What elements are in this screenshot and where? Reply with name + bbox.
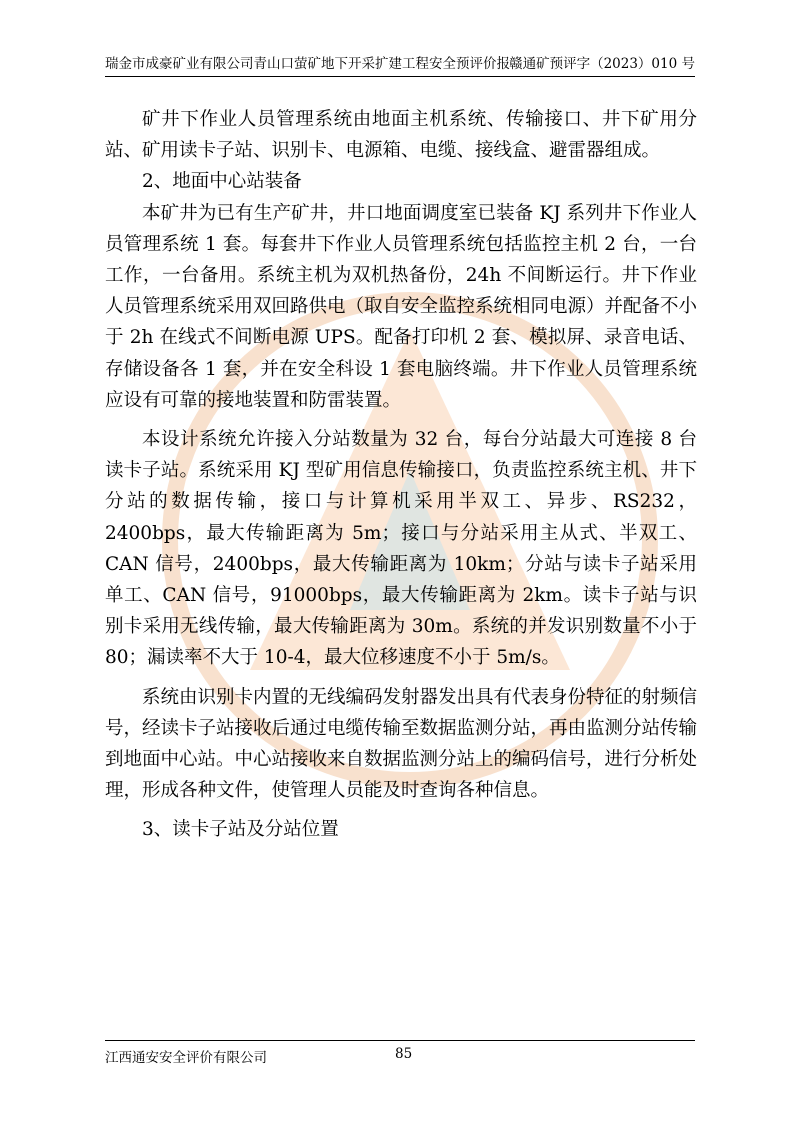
section-heading-ground-station: 2、地面中心站装备 — [142, 171, 302, 193]
paragraph-signal-flow: 系统由识别卡内置的无线编码发射器发出具有代表身份特征的射频信号，经读卡子站接收后通过电缆传输至数据监测分站，再由监测分站传输到地面中心站。中心站接收来自数据监测分站上的编码信号，进行分析处理，形成各种文件，使管理人员能及时查询各种信息。 — [105, 686, 698, 802]
paragraph-ground-station: 本矿井为已有生产矿井，井口地面调度室已装备 KJ 系列井下作业人员管理系统 1 套。每套井下作业人员管理系统包括监控主机 2 台，一台工作，一台备用。系统主机为双机热备份，24h 不间断运行。井下作业人员管理系统采用双回路供电（取自安全监控系统相同电源）并配备不小于 2h 在线式不间断电源 UPS。配备打印机 2 套、模拟屏、录音电话、存储设备各 1 套，并在安全科设 1 套电脑终端。井下作业人员管理系统应设有可靠的接地装置和防雷装置。 — [105, 202, 698, 411]
footer-company: 江西通安安全评价有限公司 — [105, 1050, 267, 1066]
footer-divider — [105, 1040, 695, 1041]
header-report-number: 赣通矿预评字（2023）010 号 — [509, 56, 695, 72]
paragraph-system-composition: 矿井下作业人员管理系统由地面主机系统、传输接口、井下矿用分站、矿用读卡子站、识别卡、电源箱、电缆、接线盒、避雷器组成。 — [105, 109, 697, 162]
page-number: 85 — [395, 1046, 413, 1062]
page-header — [105, 52, 695, 74]
document-body — [105, 104, 697, 846]
header-report-title: 瑞金市成豪矿业有限公司青山口萤矿地下开采扩建工程安全预评价报 — [105, 56, 510, 72]
header-divider — [105, 76, 695, 77]
section-heading-reader-location: 3、读卡子站及分站位置 — [142, 819, 339, 841]
paragraph-design-capacity: 本设计系统允许接入分站数量为 32 台，每台分站最大可连接 8 台读卡子站。系统采用 KJ 型矿用信息传输接口，负责监控系统主机、井下分站的数据传输，接口与计算机采用半双工、异步、RS232，2400bps，最大传输距离为 5m；接口与分站采用主从式、半双工、CAN 信号，2400bps，最大传输距离为 10km；分站与读卡子站采用单工、CAN 信号，91000bps，最大传输距离为 2km。读卡子站与识别卡采用无线传输，最大传输距离为 30m。系统的并发识别数量不小于 80；漏读率不大于 10-4，最大位移速度不小于 5m/s。 — [105, 429, 697, 669]
